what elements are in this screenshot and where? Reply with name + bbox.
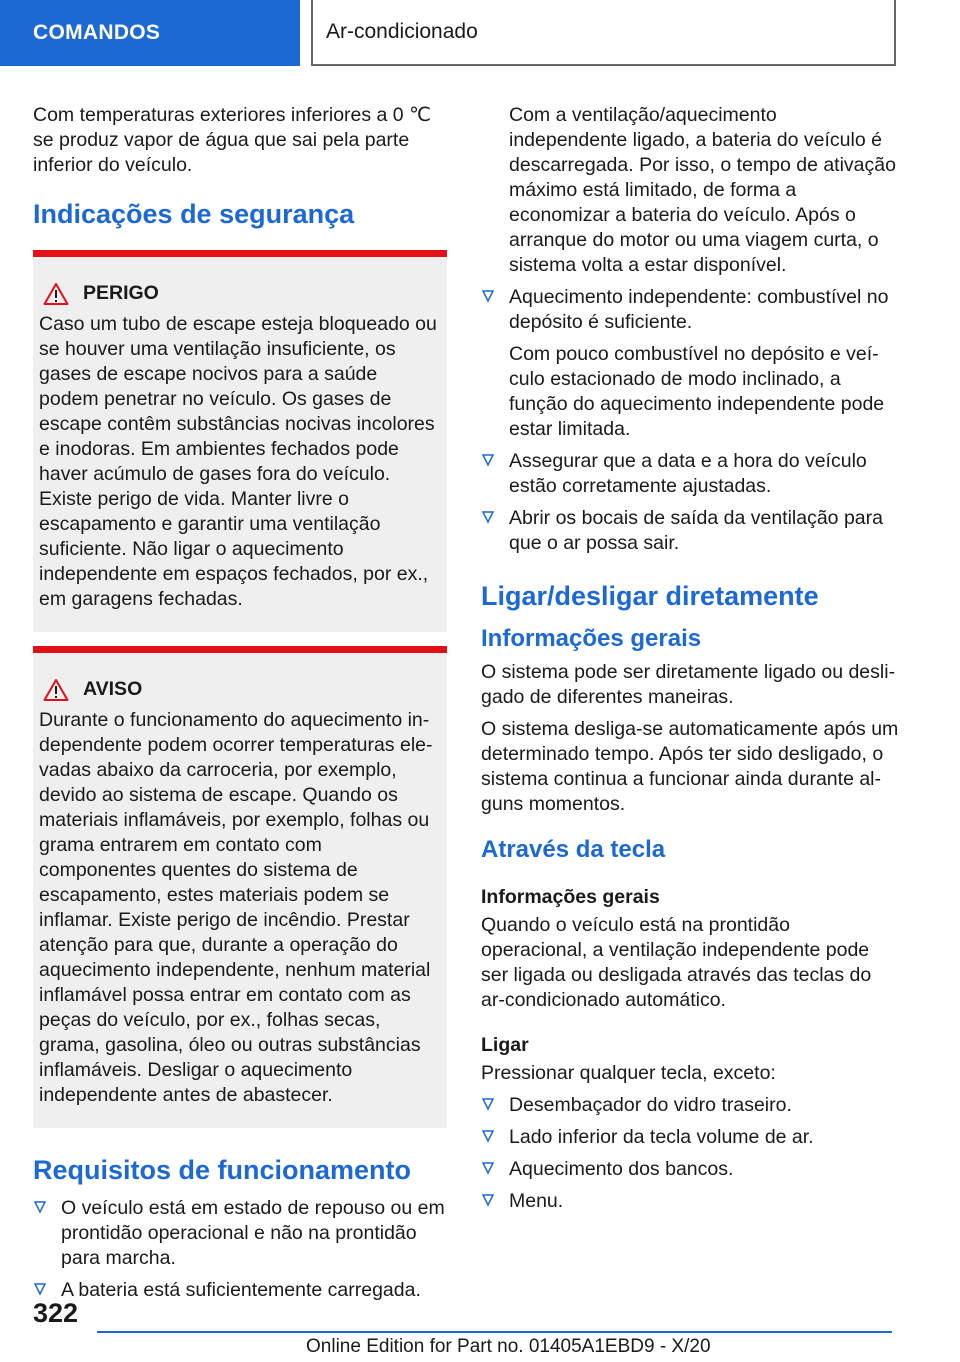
on-heading: Ligar xyxy=(481,1034,529,1056)
list-item xyxy=(33,1278,447,1303)
warning-text: Durante o funcionamento do aquecimento independente podem ocorrer temperaturas elevadas abaixo da carroceria, por exemplo, devido ao sistema de escape. Quando os materiais inflamáveis, por exemplo, folhas ou grama entrarem em contato com componentes quentes do sistema de escapamento, estes materiais podem se inflamar. Existe perigo de incêndio. Prestar atenção para que, durante a operação do aquecimento independente, nenhum material inflamável possa entrar em contato com as peças do veículo, por ex., folhas secas, grama, gasolina, óleo ou outras substâncias inflamáveis. Desligar o aquecimento independente antes de abastecer. xyxy=(39,709,433,1106)
list-item xyxy=(481,1125,899,1150)
danger-box xyxy=(33,250,447,632)
list-item-text: Desembaçador do vidro traseiro. xyxy=(509,1094,792,1116)
general-paragraph-2: O sistema desliga-se automaticamente após um determinado tempo. Após ter sido desligado, o sistema continua a funcionar ainda durante alguns momentos. xyxy=(481,718,899,815)
list-item-text: O veículo está em estado de repouso ou em prontidão operacional e não na prontidão para marcha. xyxy=(61,1197,445,1269)
battery-note: Com a ventilação/aquecimento independente ligado, a bateria do veículo é descarregada. Por isso, o tempo de ativação máximo está limitado, de forma a economizar a bateria do veículo. Após o arranque do motor ou uma viagem curta, o sistema volta a estar disponível. xyxy=(509,104,896,276)
list-item xyxy=(481,1189,899,1214)
conditions-list xyxy=(481,285,899,556)
triangle-bullet-icon xyxy=(481,288,495,306)
list-item-text: Menu. xyxy=(509,1190,564,1212)
danger-text: Caso um tubo de escape esteja bloqueado ou se houver uma ventilação insuficiente, os gases de escape nocivos para a saúde podem penetrar no veículo. Os gases de escape contêm substâncias nocivas incolores e inodoras. Em ambientes fechados pode haver acúmulo de gases fora do veículo. Existe perigo de vida. Manter livre o escapamento e garantir uma ventilação suficiente. Não ligar o aquecimento independente em espaços fechados, por ex., em garagens fechadas. xyxy=(39,313,437,610)
list-item xyxy=(481,449,899,499)
list-item-text: Assegurar que a data e a hora do veículo estão corretamente ajustadas. xyxy=(509,450,867,497)
triangle-bullet-icon xyxy=(33,1199,47,1217)
danger-title xyxy=(39,281,439,306)
requirements-list xyxy=(33,1196,447,1303)
direct-heading: Ligar/desligar diretamente xyxy=(481,581,819,611)
list-item-note: Com pouco combustível no depósito e veículo estacionado de modo inclinado, a função do aquecimento independente pode estar limitada. xyxy=(509,343,885,440)
safety-heading: Indicações de segurança xyxy=(33,199,355,229)
key-heading: Através da tecla xyxy=(481,836,666,863)
list-item xyxy=(481,285,899,442)
triangle-bullet-icon xyxy=(33,1281,47,1299)
edition-text: Online Edition for Part no. 01405A1EBD9 - X/20 xyxy=(306,1336,711,1357)
intro-paragraph: Com temperaturas exteriores inferiores a 0 ℃ se produz vapor de água que sai pela parte inferior do veículo. xyxy=(33,104,431,176)
requirements-heading: Requisitos de funcionamento xyxy=(33,1155,412,1185)
triangle-bullet-icon xyxy=(481,1096,495,1114)
warning-triangle-icon xyxy=(43,282,69,306)
key-info-text: Quando o veículo está na prontidão operacional, a ventilação independente pode ser ligada ou desligada através das teclas do ar-condicionado automático. xyxy=(481,914,872,1011)
triangle-bullet-icon xyxy=(481,509,495,527)
warning-label: AVISO xyxy=(83,678,143,700)
list-item-text: Abrir os bocais de saída da ventilação para que o ar possa sair. xyxy=(509,507,883,554)
list-item-text: Lado inferior da tecla volume de ar. xyxy=(509,1126,814,1148)
warning-box xyxy=(33,646,447,1128)
page-number: 322 xyxy=(33,1298,79,1328)
danger-label: PERIGO xyxy=(83,282,159,304)
triangle-bullet-icon xyxy=(481,452,495,470)
triangle-bullet-icon xyxy=(481,1128,495,1146)
key-info-heading: Informações gerais xyxy=(481,886,660,908)
exceptions-list xyxy=(481,1093,899,1214)
right-column xyxy=(481,103,899,1221)
general-heading: Informações gerais xyxy=(481,625,702,652)
list-item-text: Aquecimento dos bancos. xyxy=(509,1158,734,1180)
chapter-title: Ar-condicionado xyxy=(311,0,896,66)
on-text: Pressionar qualquer tecla, exceto: xyxy=(481,1062,776,1084)
list-item xyxy=(481,1093,899,1118)
warning-title xyxy=(39,677,439,702)
list-item xyxy=(481,506,899,556)
list-item xyxy=(33,1196,447,1271)
list-item-text: A bateria está suficientemente carregada. xyxy=(61,1279,421,1301)
section-tab: COMANDOS xyxy=(0,0,300,66)
left-column xyxy=(33,103,447,1310)
general-paragraph-1: O sistema pode ser diretamente ligado ou desligado de diferentes maneiras. xyxy=(481,661,896,708)
triangle-bullet-icon xyxy=(481,1160,495,1178)
list-item-text: Aquecimento independente: combustível no depósito é suficiente. xyxy=(509,286,889,333)
warning-triangle-icon xyxy=(43,678,69,702)
triangle-bullet-icon xyxy=(481,1192,495,1210)
list-item xyxy=(481,1157,899,1182)
footer-divider xyxy=(97,1331,892,1333)
